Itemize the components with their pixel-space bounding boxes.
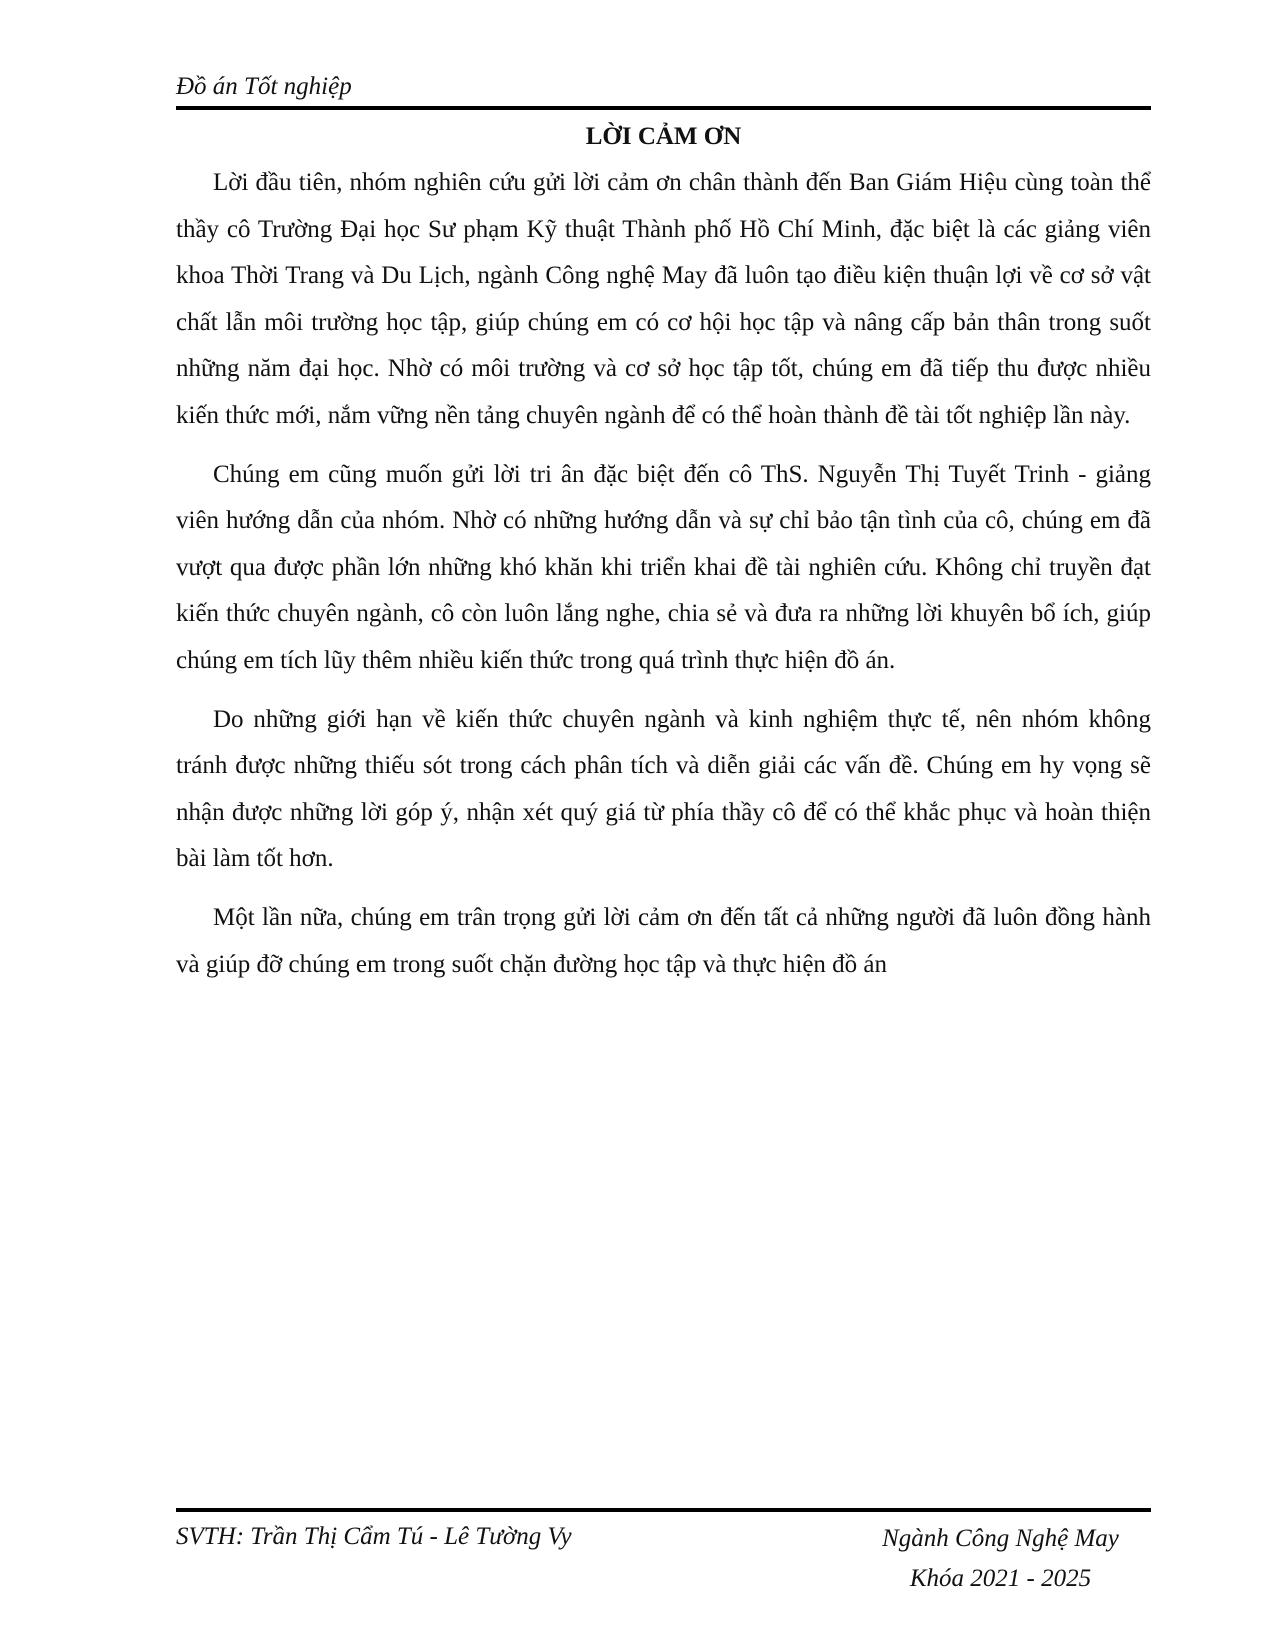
paragraph-3: Do những giới hạn về kiến thức chuyên ngành và kinh nghiệm thực tế, nên nhóm không tránh được những thiếu sót trong cách phân tích và diễn giải các vấn đề. Chúng em hy vọng sẽ nhận được những lời góp ý, nhận xét quý giá từ phía thầy cô để có thể khắc phục và hoàn thiện bài làm tốt hơn. — [176, 705, 1151, 873]
header-title: Đồ án Tốt nghiệp — [176, 73, 352, 100]
document-body — [176, 160, 1151, 1000]
paragraph-2: Chúng em cũng muốn gửi lời tri ân đặc biệt đến cô ThS. Nguyễn Thị Tuyết Trinh - giảng viên hướng dẫn của nhóm. Nhờ có những hướng dẫn và sự chỉ bảo tận tình của cô, chúng em đã vượt qua được phần lớn những khó khăn khi triển khai đề tài nghiên cứu. Không chỉ truyền đạt kiến thức chuyên ngành, cô còn luôn lắng nghe, chia sẻ và đưa ra những lời khuyên bổ ích, giúp chúng em tích lũy thêm nhiều kiến thức trong quá trình thực hiện đồ án. — [176, 460, 1151, 674]
paragraph-1: Lời đầu tiên, nhóm nghiên cứu gửi lời cảm ơn chân thành đến Ban Giám Hiệu cùng toàn thể thầy cô Trường Đại học Sư phạm Kỹ thuật Thành phố Hồ Chí Minh, đặc biệt là các giảng viên khoa Thời Trang và Du Lịch, ngành Công nghệ May đã luôn tạo điều kiện thuận lợi về cơ sở vật chất lẫn môi trường học tập, giúp chúng em có cơ hội học tập và nâng cấp bản thân trong suốt những năm đại học. Nhờ có môi trường và cơ sở học tập tốt, chúng em đã tiếp thu được nhiều kiến thức mới, nắm vững nền tảng chuyên ngành để có thể hoàn thành đề tài tốt nghiệp lần này. — [176, 169, 1151, 429]
header-divider — [176, 106, 1151, 110]
paragraph-4: Một lần nữa, chúng em trân trọng gửi lời cảm ơn đến tất cả những người đã luôn đồng hành và giúp đỡ chúng em trong suốt chặn đường học tập và thực hiện đồ án — [176, 903, 1151, 978]
footer-authors: SVTH: Trần Thị Cẩm Tú - Lê Tường Vy — [176, 1523, 572, 1550]
footer-cohort: Khóa 2021 - 2025 — [909, 1565, 1092, 1592]
footer-divider — [176, 1508, 1151, 1512]
footer-major: Ngành Công Nghệ May — [882, 1525, 1119, 1552]
page-title: LỜI CẢM ƠN — [585, 123, 742, 150]
footer-info — [850, 1519, 1151, 1599]
